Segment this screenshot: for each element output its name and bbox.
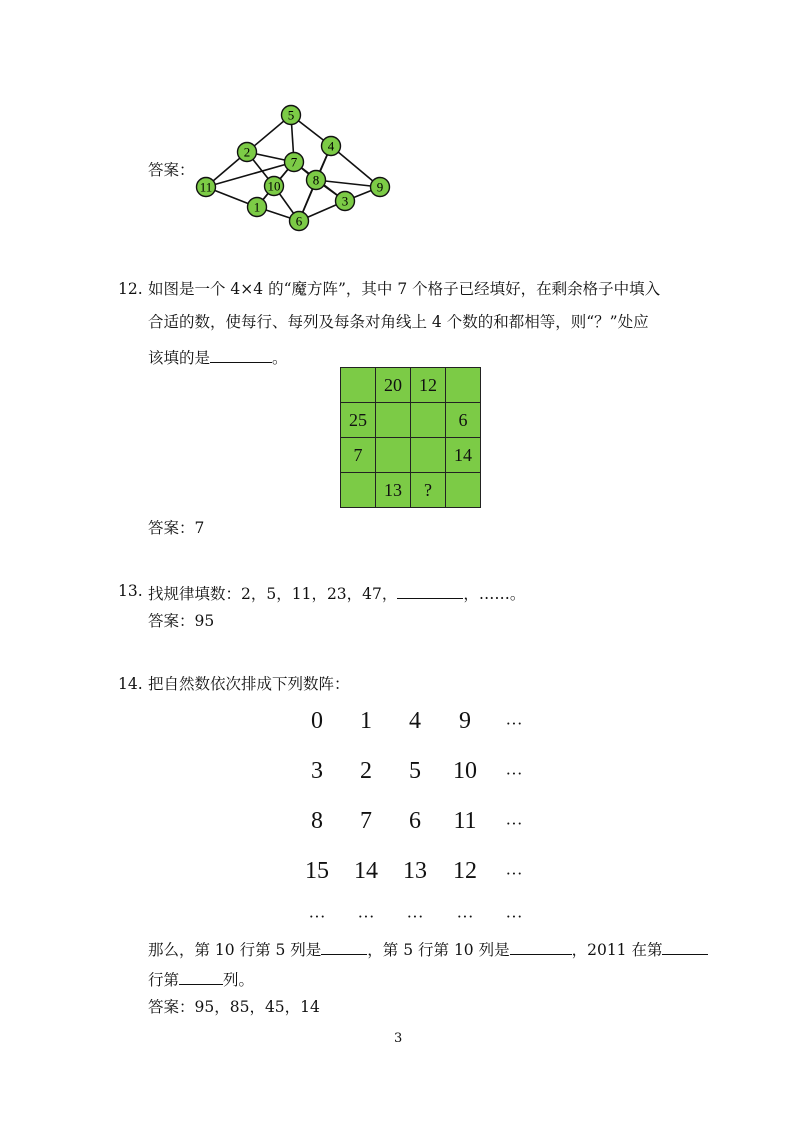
array-cell: ··· (456, 907, 474, 926)
q12-answer-blank (210, 348, 272, 363)
q13-number: 13. (118, 582, 143, 600)
q14-question-line1: 那么，第 10 行第 5 列是 ，第 5 行第 10 列是 ，2011 在第 (148, 940, 708, 959)
page-number: 3 (394, 1031, 403, 1046)
q14-number: 14. (118, 675, 143, 693)
q12-number: 12. (118, 280, 143, 298)
array-cell: 0 (311, 708, 323, 734)
q14-blank-2 (510, 940, 572, 955)
magic-square-cell: 12 (411, 368, 446, 403)
graph-node-label: 8 (312, 172, 320, 188)
q14-blank-4 (179, 970, 223, 985)
array-cell: 11 (453, 808, 477, 834)
magic-square-row (341, 438, 481, 473)
array-cell: ··· (308, 907, 326, 926)
magic-square-cell (341, 368, 376, 403)
magic-square-cell: 14 (446, 438, 481, 473)
q14-blank-3 (662, 940, 708, 955)
graph-node-label: 4 (327, 138, 335, 154)
graph-node-label: 5 (287, 107, 295, 123)
graph-node-label: 11 (199, 179, 213, 195)
array-cell: 8 (311, 808, 323, 834)
graph-node-label: 10 (267, 178, 281, 194)
array-cell: 2 (360, 758, 372, 784)
graph-node-8 (307, 171, 326, 190)
q14-question-line2: 行第 列。 (148, 971, 255, 989)
array-cell: 3 (311, 758, 323, 784)
magic-square-cell: 7 (341, 438, 376, 473)
magic-square-row (341, 473, 481, 508)
q12-line2: 合适的数，使每行、每列及每条对角线上 4 个数的和都相等，则“？”处应 (148, 313, 649, 331)
array-cell: ··· (505, 814, 523, 833)
array-cell: ··· (505, 714, 523, 733)
array-cell: ··· (505, 764, 523, 783)
graph-node-label: 1 (253, 199, 261, 215)
magic-square-cell: 13 (376, 473, 411, 508)
array-cell: ··· (505, 864, 523, 883)
q14-intro: 把自然数依次排成下列数阵： (148, 675, 350, 693)
answer-graph (190, 100, 420, 240)
array-cell: 9 (459, 708, 471, 734)
magic-square-row (341, 368, 481, 403)
magic-square-cell (411, 438, 446, 473)
q13-answer-blank (397, 584, 463, 599)
magic-square-cell (376, 403, 411, 438)
q12-answer: 答案：7 (148, 519, 205, 537)
array-cell: 7 (360, 808, 372, 834)
graph-node-6 (290, 212, 309, 231)
graph-node-label: 6 (295, 213, 303, 229)
graph-node-2 (238, 143, 257, 162)
graph-node-10 (265, 177, 284, 196)
graph-node-3 (336, 192, 355, 211)
graph-node-5 (282, 106, 301, 125)
graph-node-label: 2 (243, 144, 251, 160)
magic-square-cell (411, 403, 446, 438)
array-cell: 12 (453, 858, 477, 884)
graph-node-11 (197, 178, 216, 197)
array-cell: ··· (505, 907, 523, 926)
magic-square-cell (446, 473, 481, 508)
array-cell: 15 (305, 858, 329, 884)
magic-square-cell (446, 368, 481, 403)
magic-square-cell (341, 473, 376, 508)
magic-square-cell: ? (411, 473, 446, 508)
q13-answer: 答案：95 (148, 612, 215, 630)
q12-line1: 如图是一个 4×4 的“魔方阵”，其中 7 个格子已经填好，在剩余格子中填入 (148, 280, 661, 298)
magic-square-cell: 6 (446, 403, 481, 438)
graph-node-4 (322, 137, 341, 156)
array-cell: 1 (360, 708, 372, 734)
q13-text: 找规律填数：2，5，11，23，47， ，……。 (148, 585, 526, 603)
array-cell: ··· (406, 907, 424, 926)
array-cell: 10 (453, 758, 477, 784)
q12-line3: 该填的是 。 (148, 349, 288, 367)
graph-node-label: 9 (376, 179, 384, 195)
magic-square (340, 367, 481, 508)
array-cell: 13 (403, 858, 427, 884)
magic-square-row (341, 403, 481, 438)
graph-node-7 (285, 153, 304, 172)
graph-node-label: 7 (290, 154, 298, 170)
array-cell: ··· (357, 907, 375, 926)
magic-square-cell: 20 (376, 368, 411, 403)
magic-square-cell: 25 (341, 403, 376, 438)
array-cell: 14 (354, 858, 378, 884)
array-cell: 6 (409, 808, 421, 834)
q14-blank-1 (321, 940, 367, 955)
q11-answer-label: 答案： (148, 161, 195, 179)
graph-node-label: 3 (341, 193, 349, 209)
graph-node-9 (371, 178, 390, 197)
graph-node-1 (248, 198, 267, 217)
array-cell: 4 (409, 708, 421, 734)
q14-answer: 答案：95，85，45，14 (148, 998, 320, 1016)
magic-square-cell (376, 438, 411, 473)
array-cell: 5 (409, 758, 421, 784)
